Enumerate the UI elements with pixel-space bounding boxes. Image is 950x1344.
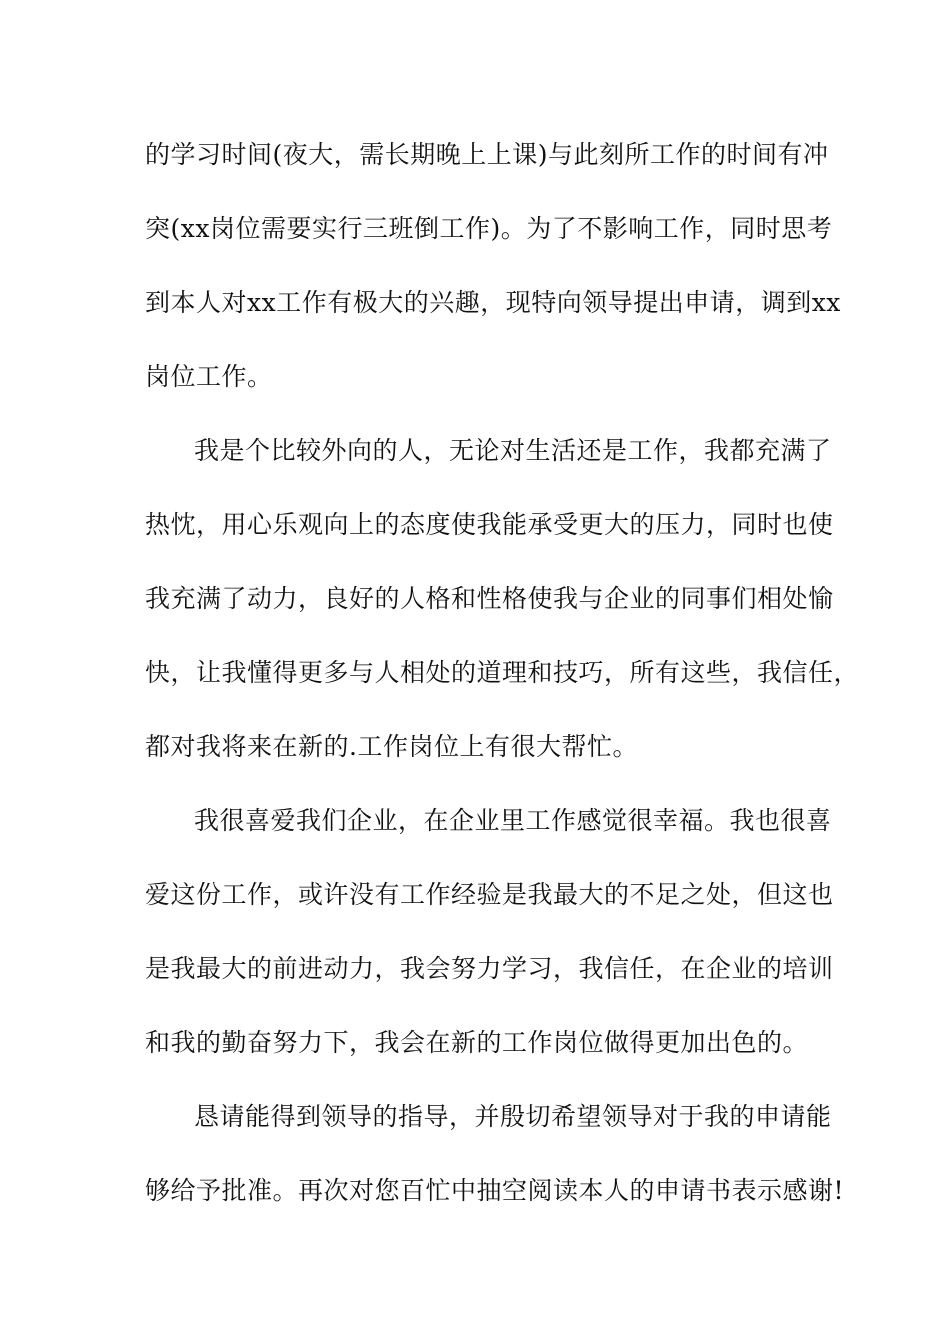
- text-line: 我充满了动力，良好的人格和性格使我与企业的同事们相处愉: [145, 584, 834, 613]
- text-line: 够给予批准。再次对您百忙中抽空阅读本人的申请书表示感谢!: [145, 1176, 845, 1205]
- text-line: 热忱，用心乐观向上的态度使我能承受更大的压力，同时也使: [145, 510, 834, 539]
- paragraph-first-line: 我很喜爱我们企业，在企业里工作感觉很幸福。我也很喜: [194, 806, 832, 835]
- paragraph-first-line: 我是个比较外向的人，无论对生活还是工作，我都充满了: [194, 436, 832, 465]
- document-body: [145, 132, 860, 1242]
- text-line: 是我最大的前进动力，我会努力学习，我信任，在企业的培训: [145, 954, 834, 983]
- text-line: 都对我将来在新的.工作岗位上有很大帮忙。: [145, 732, 638, 761]
- text-line: 突(xx岗位需要实行三班倒工作)。为了不影响工作，同时思考: [145, 214, 833, 243]
- text-line: 快，让我懂得更多与人相处的道理和技巧，所有这些，我信任，: [145, 658, 860, 687]
- text-line: 到本人对xx工作有极大的兴趣，现特向领导提出申请，调到xx: [145, 288, 841, 317]
- text-line: 岗位工作。: [145, 362, 273, 391]
- text-line: 爱这份工作，或许没有工作经验是我最大的不足之处，但这也: [145, 880, 834, 909]
- paragraph-first-line: 恳请能得到领导的指导，并殷切希望领导对于我的申请能: [194, 1102, 832, 1131]
- text-line: 的学习时间(夜大，需长期晚上上课)与此刻所工作的时间有冲: [145, 140, 829, 169]
- text-line: 和我的勤奋努力下，我会在新的工作岗位做得更加出色的。: [145, 1028, 809, 1057]
